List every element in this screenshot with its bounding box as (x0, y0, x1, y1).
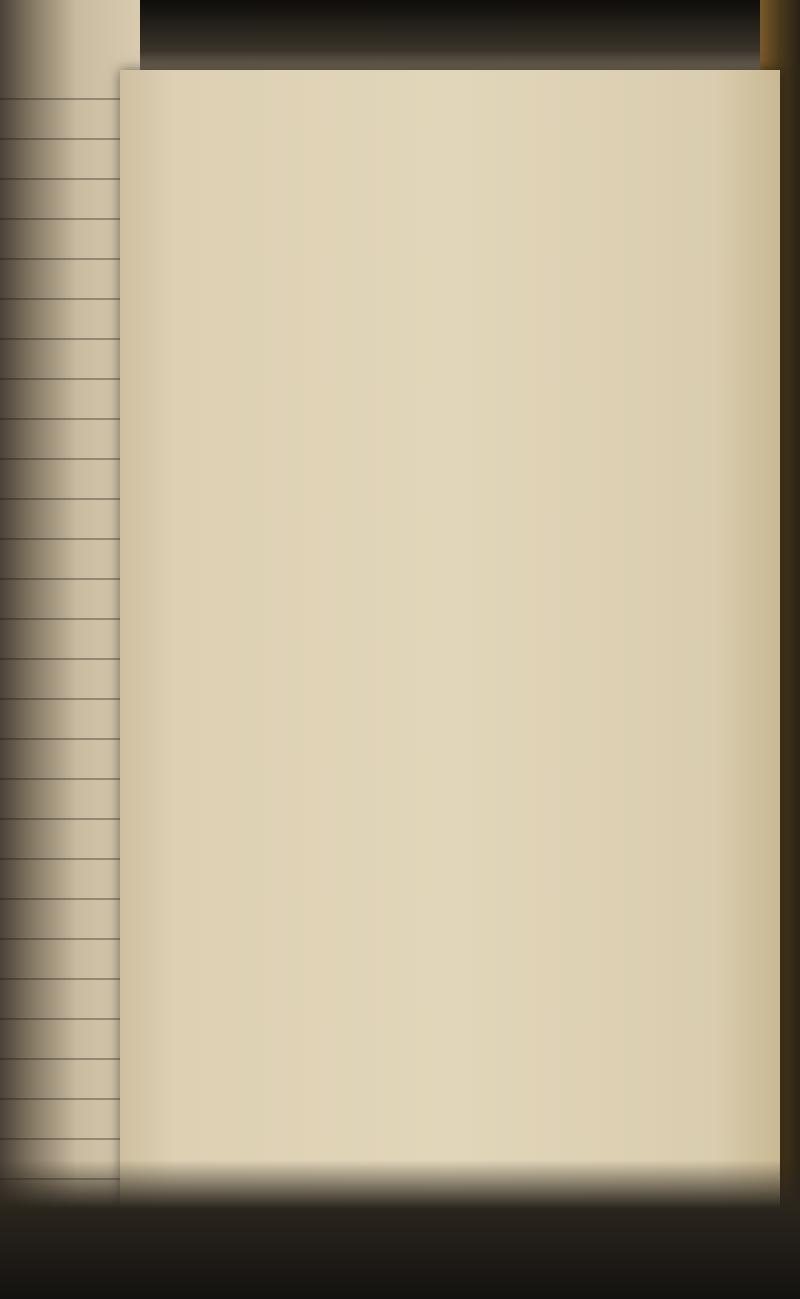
page-content (232, 135, 702, 173)
scan-bottom-shadow (0, 1160, 800, 1299)
facing-page-text-shadow (0, 60, 120, 1240)
book-page (120, 70, 780, 1250)
